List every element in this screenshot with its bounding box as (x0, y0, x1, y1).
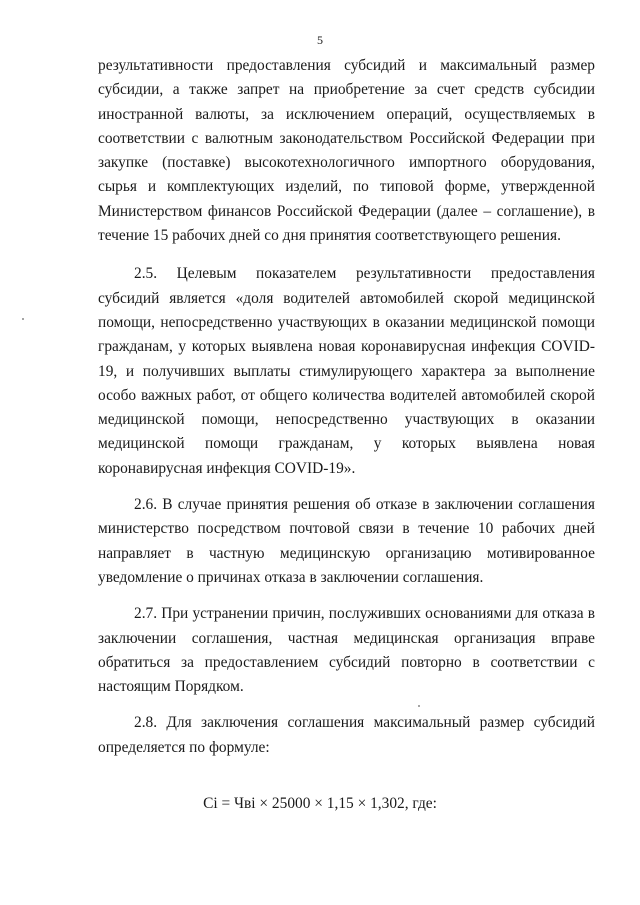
paragraph-2-8: 2.8. Для заключения соглашения максимальный размер субсидий определяется по формуле: (98, 714, 595, 756)
paragraph-2-6: 2.6. В случае принятия решения об отказе в заключении соглашения министерство посредством почтовой связи в течение 10 рабочих дней направляет в частную медицинскую организацию мотивированное уведомление о причинах отказа в заключении соглашения. (98, 496, 595, 586)
scan-speck (22, 318, 24, 320)
scan-speck (418, 705, 420, 707)
paragraph-2-5: 2.5. Целевым показателем результативности предоставления субсидий является «доля водителей автомобилей скорой медицинской помощи, непосредственно участвующих в оказании медицинской помощи гражданам, у которых выявлена новая коронавирусная инфекция COVID-19, и получивших выплаты стимулирующего характера за выполнение особо важных работ, от общего количества водителей автомобилей скорой медицинской помощи, непосредственно участвующих в оказании медицинской помощи гражданам, у которых выявлена новая коронавирусная инфекция COVID-19». (98, 265, 595, 477)
page-number: 5 (317, 33, 323, 47)
paragraph-2-7: 2.7. При устранении причин, послуживших основаниями для отказа в заключении соглашения, частная медицинская организация вправе обратиться за предоставлением субсидий повторно в соответствии с настоящим Порядком. (98, 605, 595, 696)
subsidy-formula: Ci = Чвi × 25000 × 1,15 × 1,302, где: (203, 795, 437, 812)
paragraph-continuation: результативности предоставления субсидий и максимальный размер субсидии, а также запрет на приобретение за счет средств субсидии иностранной валюты, за исключением операций, осуществляемых в соответствии с валютным законодательством Российской Федерации при закупке (поставке) высокотехнологичного импортного оборудования, сырья и комплектующих изделий, по типовой форме, утвержденной Министерством финансов Российской Федерации (далее – соглашение), в течение 15 рабочих дней со дня принятия соответствующего решения. (98, 57, 595, 245)
document-body (98, 54, 595, 772)
